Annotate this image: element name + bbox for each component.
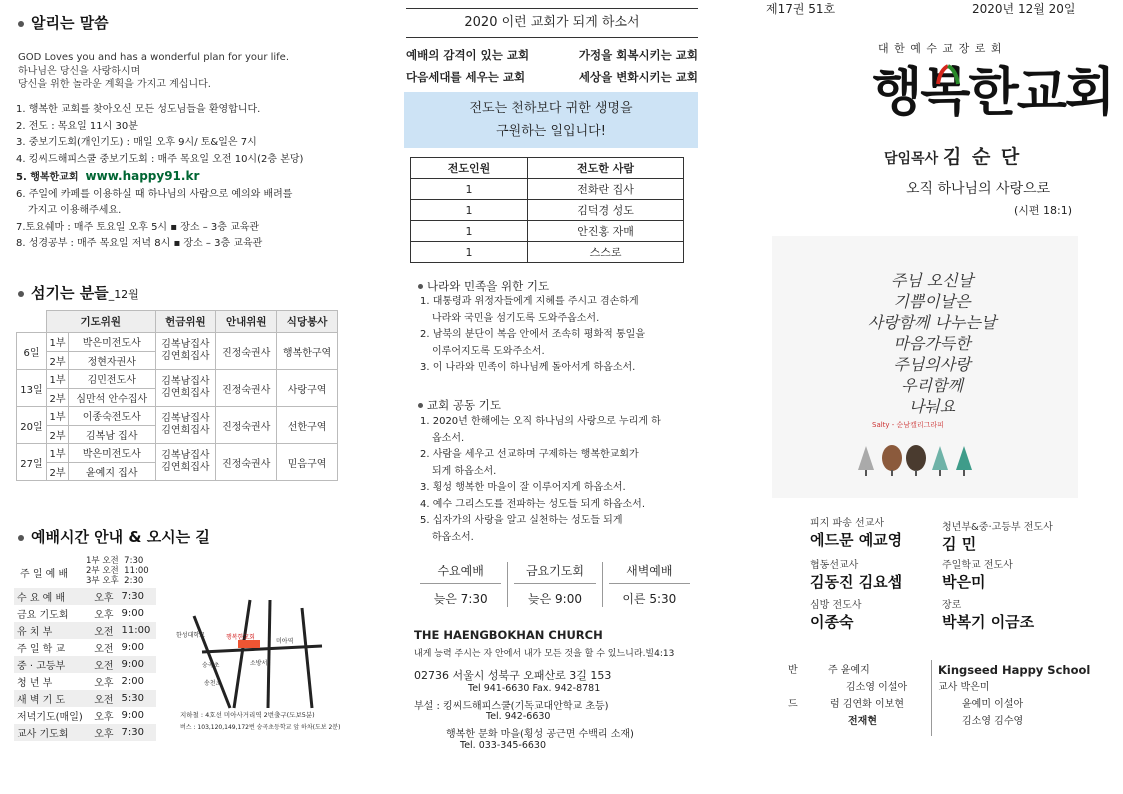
- table-row: 1 스스로: [411, 242, 684, 263]
- servers-title: 섬기는 분들_12월: [18, 282, 139, 303]
- church-tel: Tel 941-6630 Fax. 942-8781: [468, 683, 601, 694]
- staff-6: 장로 박복기 이금조: [942, 600, 1035, 631]
- vision-list: 예배의 감격이 있는 교회 가정을 회복시키는 교회 다음세대를 세우는 교회 세상을 변화시키는 교회: [406, 48, 698, 84]
- trees-icon: [856, 440, 996, 480]
- announce-title: 알리는 말씀: [18, 12, 109, 33]
- church-prayer-title: 교회 공동 기도: [418, 397, 501, 413]
- staff-5: 심방 전도사 이종숙: [810, 600, 862, 631]
- annex-school: 부설 : 킹씨드해피스쿨(기독교대안학교 초등): [414, 701, 609, 712]
- table-row: 6일 1부 박은미전도사 김복남집사 김연희집사 진정숙권사 행복한구역: [17, 333, 338, 352]
- band-section: 반 드 주 윤예지 김소영 이설아 럼 김연화 이보현 전재현: [788, 665, 908, 727]
- village-tel: Tel. 033-345-6630: [460, 740, 547, 751]
- motto: 오직 하나님의 사랑으로: [906, 181, 1051, 197]
- table-row: 1 안진홍 자매: [411, 221, 684, 242]
- motto-ref: (시편 18:1): [1014, 204, 1073, 217]
- announce-list: 1. 행복한 교회를 찾아오신 모든 성도님들을 환영합니다. 2. 전도 : 목요일 11시 30분 3. 중보기도회(개인기도) : 매일 오후 9시/ 토&일은 7시 4. 킹씨드해피스쿨 중보기도회 : 매주 목요일 오전 10시(2층 본당) 5. 행복한교회 www.happy91.kr 6. 주일에 카페를 이용하실 때 하나님의 사람으로 예의와 배려를 가지고 이용해주세요. 7.토요쉐마 : 매주 토요일 오후 5시 ▪ 장소 – 3층 교육관 8. 성경공부 : 매주 목요일 저녁 8시 ▪ 장소 – 3층 교육관: [16, 104, 304, 249]
- service-times: [414, 562, 696, 607]
- service-item: 수요예배 늦은 7:30: [414, 562, 508, 607]
- table-row: 1 전화란 집사: [411, 179, 684, 200]
- directions-map: 행복한교회 한성대학교 숭곡초 소방서 미아역 송천초 지하철 : 4호선 미아사거리역 2번출구(도보5분) 버스 : 103,120,149,172번 숭곡초등학교 앞 하차(도보 2분): [172, 596, 344, 736]
- annex-tel: Tel. 942-6630: [486, 711, 551, 722]
- staff-4: 주일학교 전도사 박은미: [942, 560, 1013, 591]
- school-section: Kingseed Happy School 교사 박은미 윤예미 이설아 김소영 김수영: [938, 663, 1091, 727]
- table-row: 1 김덕경 성도: [411, 200, 684, 221]
- vision-title: 2020 이런 교회가 되게 하소서: [406, 8, 698, 38]
- worship-title: 예배시간 안내 & 오시는 길: [18, 526, 210, 547]
- announce-intro: GOD Loves you and has a wonderful plan for your life. 하나님은 당신을 사랑하시며 당신을 위한 놀라운 계획을 가지고 계십니다.: [18, 52, 290, 90]
- church-logo: 행복한교회: [872, 63, 1114, 123]
- servers-table: 기도위원 헌금위원 안내위원 식당봉사 6일 1부 박은미전도사 김복남집사 김연희집사 진정숙권사 행복한구역 2부 정현자권사 13일 1부 김민전도사 김복남집사 김연희집사 진정숙권사 사랑구역 2부 심만석 안수집사 20일 1부 이종숙전도사 김복남집사 김연희집사 진정숙권사 선한구역 2부 김복남 집사 27일 1부 박은미전도사 김복남집사 김연희집사 진정숙권사 믿음구역 2부 윤예지 집사: [16, 310, 338, 481]
- volume-number: 제17권 51호: [766, 2, 836, 16]
- christmas-artwork: 주님 오신날 기쁨이날은 사랑함께 나누는날 마음가득한 주님의사랑 우리함께 나눠요 Salty - 순남캘리그라피: [772, 236, 1078, 498]
- village: 행복한 문화 마을(횡성 공근면 수백리 소재): [446, 729, 634, 740]
- staff-2: 청년부&중·고등부 전도사 김 민: [942, 522, 1053, 553]
- staff-1: 피지 파송 선교사 에드문 예교영: [810, 518, 903, 549]
- staff-3: 협동선교사 김동진 김요셉: [810, 560, 903, 591]
- church-verse: 내게 능력 주시는 자 안에서 내가 모든 것을 할 수 있느니라.빌4:13: [414, 649, 675, 659]
- church-website-link[interactable]: www.happy91.kr: [85, 169, 200, 183]
- table-row: 13일 1부 김민전도사 김복남집사 김연희집사 진정숙권사 사랑구역: [17, 370, 338, 389]
- table-row: 27일 1부 박은미전도사 김복남집사 김연희집사 진정숙권사 믿음구역: [17, 444, 338, 463]
- church-address: 02736 서울시 성북구 오패산로 3길 153: [414, 669, 612, 682]
- denomination: 대 한 예 수 교 장 로 회: [878, 42, 1003, 55]
- table-row: 20일 1부 이종숙전도사 김복남집사 김연희집사 진정숙권사 선한구역: [17, 407, 338, 426]
- church-name-en: THE HAENGBOKHAN CHURCH: [414, 628, 603, 642]
- church-prayer-list: 1. 2020년 한해에는 오직 하나님의 사랑으로 누리게 하 옵소서. 2. 사람을 세우고 선교하며 구제하는 행복한교회가 되게 하옵소서. 3. 횡성 행복한 마을이 잘 이루어지게 하옵소서. 4. 예수 그리스도를 전파하는 성도들 되게 하옵소서. 5. 십자가의 사랑을 알고 실천하는 성도들 되게 하옵소서.: [420, 416, 661, 543]
- sunday-worship: 주 일 예 배 1부 오전 7:30 2부 오전 11:00 3부 오후 2:30: [20, 556, 149, 586]
- service-item: 새벽예배 이른 5:30: [603, 562, 696, 607]
- church-marker-icon: [238, 640, 260, 648]
- evangelism-quote: 전도는 천하보다 귀한 생명을 구원하는 일입니다!: [404, 92, 698, 148]
- pastor: 담임목사 김 순 단: [884, 146, 1022, 168]
- nation-prayer-title: 나라와 민족을 위한 기도: [418, 278, 549, 294]
- evangelism-table: 전도인원 전도한 사람 1 전화란 집사 1 김덕경 성도 1 안진홍 자매 1 스스로: [410, 157, 684, 263]
- worship-times-table: 수 요 예 배 오후 7:30 금요 기도회 오후 9:00 유 치 부 오전 11:00 주 일 학 교 오전 9:00 중 · 고등부 오전 9:00 청 년 부 오후 2:00 새 벽 기 도 오전 5:30 저녁기도(매일) 오후 9:00 교사 기도회 오후 7:30: [14, 588, 156, 741]
- logo-sprout-icon: [934, 64, 962, 88]
- service-item: 금요기도회 늦은 9:00: [508, 562, 602, 607]
- bulletin-date: 2020년 12월 20일: [972, 2, 1076, 16]
- nation-prayer-list: 1. 대통령과 위정자들에게 지혜를 주시고 겸손하게 나라와 국민을 섬기도록 도와주옵소서. 2. 남북의 분단이 복음 안에서 조속히 평화적 통일을 이루어지도록 도와주소서. 3. 이 나라와 민족이 하나님께 돌아서게 하옵소서.: [420, 296, 645, 373]
